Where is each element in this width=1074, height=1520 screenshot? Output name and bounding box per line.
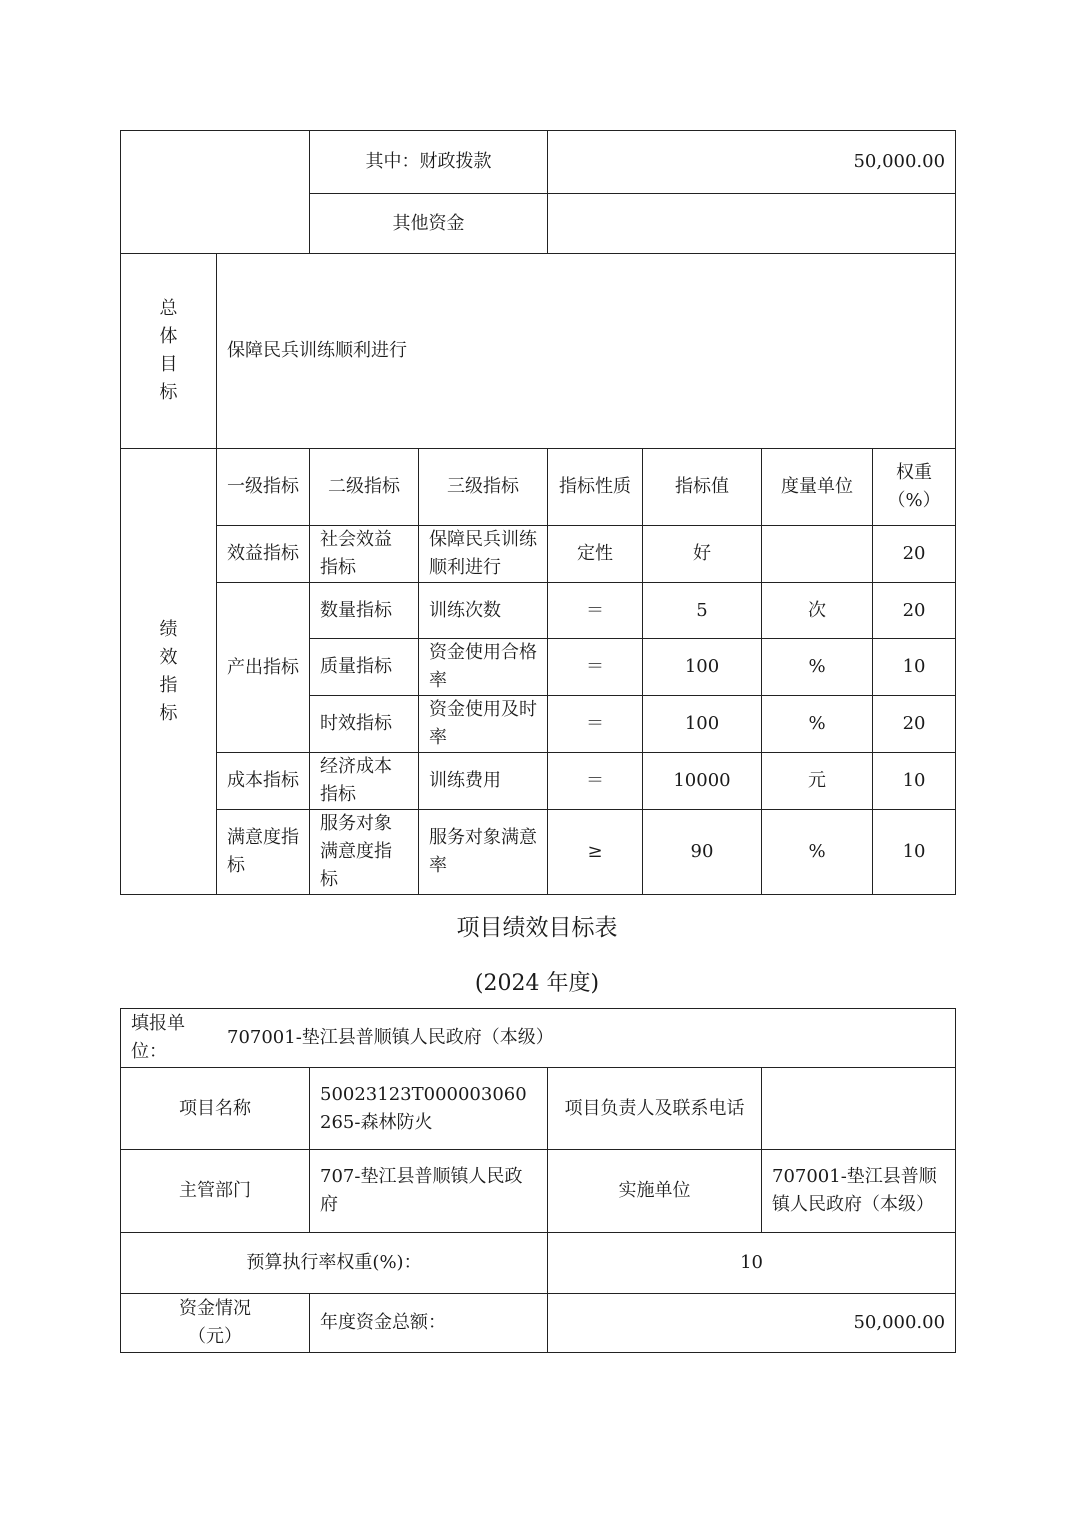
row-level2: 社会效益指标 [310,526,419,583]
contact-value [762,1068,956,1150]
row-unit: % [762,696,873,753]
row-nature: 定性 [548,526,643,583]
budget-weight-label: 预算执行率权重(%)： [121,1233,548,1294]
blank-cell [121,131,310,254]
row-value: 5 [643,583,762,639]
row-level1: 成本指标 [217,753,310,810]
row-weight: 20 [873,583,956,639]
row-level3: 训练费用 [419,753,548,810]
row-unit: 元 [762,753,873,810]
header-level1: 一级指标 [217,449,310,526]
annual-total-value: 50,000.00 [548,1294,956,1353]
header-weight: 权重（%） [873,449,956,526]
annual-total-label: 年度资金总额： [310,1294,548,1353]
row-level1: 产出指标 [217,583,310,753]
row-weight: 10 [873,639,956,696]
row-weight: 20 [873,526,956,583]
row-unit: % [762,810,873,895]
row-level3: 服务对象满意率 [419,810,548,895]
row-value: 10000 [643,753,762,810]
performance-table-continued [120,130,956,895]
dept-label: 主管部门 [121,1150,310,1233]
other-funds-value [548,194,956,254]
reporting-unit-value: 707001-垫江县普顺镇人民政府（本级） [227,1027,554,1048]
header-unit: 度量单位 [762,449,873,526]
row-weight: 10 [873,753,956,810]
impl-unit-value: 707001-垫江县普顺镇人民政府（本级） [762,1150,956,1233]
page-subtitle-year: (2024 年度) [474,971,600,996]
row-nature: ＝ [548,696,643,753]
row-level2: 数量指标 [310,583,419,639]
row-unit: % [762,639,873,696]
row-level3: 保障民兵训练顺利进行 [419,526,548,583]
row-value: 100 [643,639,762,696]
row-level2: 服务对象满意度指标 [310,810,419,895]
row-weight: 10 [873,810,956,895]
fiscal-label: 其中：财政拨款 [310,131,548,194]
performance-indicator-label: 绩效指标 [121,449,217,895]
row-nature: ＝ [548,753,643,810]
impl-unit-label: 实施单位 [548,1150,762,1233]
header-nature: 指标性质 [548,449,643,526]
row-level2: 时效指标 [310,696,419,753]
row-value: 好 [643,526,762,583]
row-nature: ＝ [548,583,643,639]
row-level3: 资金使用及时率 [419,696,548,753]
other-funds-label: 其他资金 [310,194,548,254]
overall-goal-label: 总体目标 [121,254,217,449]
row-unit: 次 [762,583,873,639]
dept-value: 707-垫江县普顺镇人民政府 [310,1150,548,1233]
overall-goal-value: 保障民兵训练顺利进行 [217,254,956,449]
row-weight: 20 [873,696,956,753]
row-level2: 经济成本指标 [310,753,419,810]
fiscal-value: 50,000.00 [548,131,956,194]
row-level3: 训练次数 [419,583,548,639]
header-level2: 二级指标 [310,449,419,526]
project-name-value: 50023123T000003060265-森林防火 [310,1068,548,1150]
contact-label: 项目负责人及联系电话 [548,1068,762,1150]
header-level3: 三级指标 [419,449,548,526]
row-unit [762,526,873,583]
page-title: 项目绩效目标表 [456,915,618,941]
row-level2: 质量指标 [310,639,419,696]
fund-status-label: 资金情况（元） [121,1294,310,1353]
row-level3: 资金使用合格率 [419,639,548,696]
reporting-unit-row [121,1009,956,1068]
project-info-table [120,1008,956,1353]
row-value: 90 [643,810,762,895]
row-level1: 效益指标 [217,526,310,583]
budget-weight-value: 10 [548,1233,956,1294]
row-nature: ≥ [548,810,643,895]
row-value: 100 [643,696,762,753]
row-nature: ＝ [548,639,643,696]
row-level1: 满意度指标 [217,810,310,895]
header-value: 指标值 [643,449,762,526]
reporting-unit-label: 填报单位： [131,1013,185,1062]
project-name-label: 项目名称 [121,1068,310,1150]
